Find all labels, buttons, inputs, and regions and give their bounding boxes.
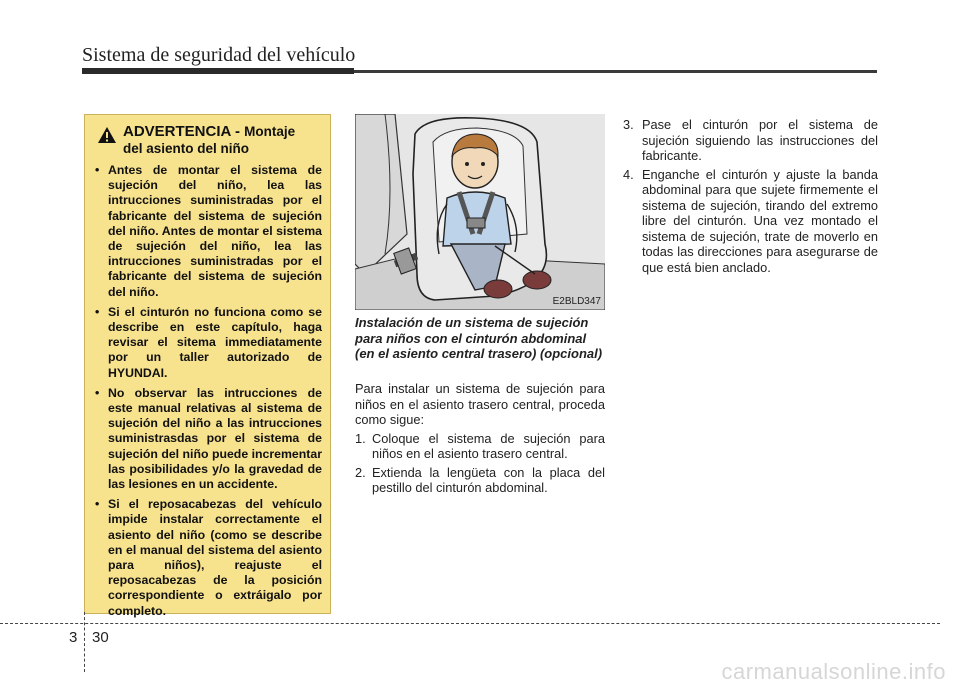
section-title: Sistema de seguridad del vehículo (82, 44, 356, 66)
chapter-number: 3 (69, 629, 78, 646)
section-heading: Instalación de un sistema de sujeción para niños con el cinturón abdominal (en el asiento central trasero) (opcional) (355, 315, 603, 361)
step-item (355, 431, 605, 462)
step-text: Pase el cinturón por el sistema de sujeción siguiendo las instrucciones del fabricante. (642, 117, 878, 163)
watermark: carmanualsonline.info (721, 659, 946, 684)
intro-paragraph: Para instalar un sistema de sujeción para niños en el asiento trasero central, proceda como sigue: (355, 381, 605, 427)
child-seat-illustration (355, 114, 605, 310)
step-text: Extienda la lengüeta con la placa del pestillo del cinturón abdominal. (372, 464, 605, 495)
warning-box (84, 114, 331, 618)
step-item (355, 465, 605, 496)
step-number: 4. (623, 166, 634, 182)
warning-item: • Si el reposacabezas del vehículo impide instalar correctamente el asiento del niño (como se describe en el manual del sistema del asiento para niños), reajuste el reposacabezas de la posición correspondiente o extráigalo por completo. (93, 497, 322, 619)
instructions-right (623, 114, 878, 278)
warning-subtitle-a: Montaje (244, 124, 296, 139)
instructions-middle (355, 381, 605, 499)
footer-divider (84, 612, 85, 672)
steps-list (355, 431, 605, 496)
step-item (623, 167, 878, 276)
child-seat-drawing (355, 114, 605, 310)
warning-triangle-icon (97, 126, 117, 144)
warning-item: • Si el cinturón no funciona como se describe en este capítulo, haga revisar el sitema immediatamente por un taller autorizado de HYUNDAI. (93, 305, 322, 381)
step-number: 2. (355, 464, 366, 480)
step-text: Enganche el cinturón y ajuste la banda abdominal para que sujete firmemente el sistema de sujeción, tirando del extremo libre del cinturón. Una vez montado el sistema de sujeción, trate de moverlo en todas las direcciones para asegurarse de que está bien anclado. (642, 166, 878, 275)
step-number: 1. (355, 430, 366, 446)
step-item (623, 117, 878, 164)
warning-label: ADVERTENCIA (123, 123, 231, 140)
warning-title (123, 123, 295, 157)
warning-item: • No observar las intrucciones de este manual relativas al sistema de sujeción del niño a las intrucciones suministrasdas por el sistema de sujeción del niño puede incrementar las posibilidades y/o la gravedad de las lesiones en un accidente. (93, 386, 322, 492)
step-text: Coloque el sistema de sujeción para niños en el asiento trasero central. (372, 430, 605, 461)
warning-item: • Antes de montar el sistema de sujeción del niño, lea las intrucciones suministradas por el fabricante del sistema de sujeción del niño. Antes de montar el sistema de sujeción del niño, lea las intrucciones suministradas por el fabricante del sistema de sujeción del niño. (93, 163, 322, 300)
header-rule-accent (82, 68, 354, 74)
steps-list-continued (623, 117, 878, 275)
warning-list (93, 163, 322, 619)
warning-dash: - (230, 123, 245, 140)
warning-subtitle-b: del asiento del niño (123, 141, 250, 156)
figure-code: E2BLD347 (552, 296, 601, 307)
page-number: 30 (92, 629, 109, 646)
footer-rule (0, 623, 940, 624)
step-number: 3. (623, 117, 634, 132)
warning-header (93, 123, 322, 157)
